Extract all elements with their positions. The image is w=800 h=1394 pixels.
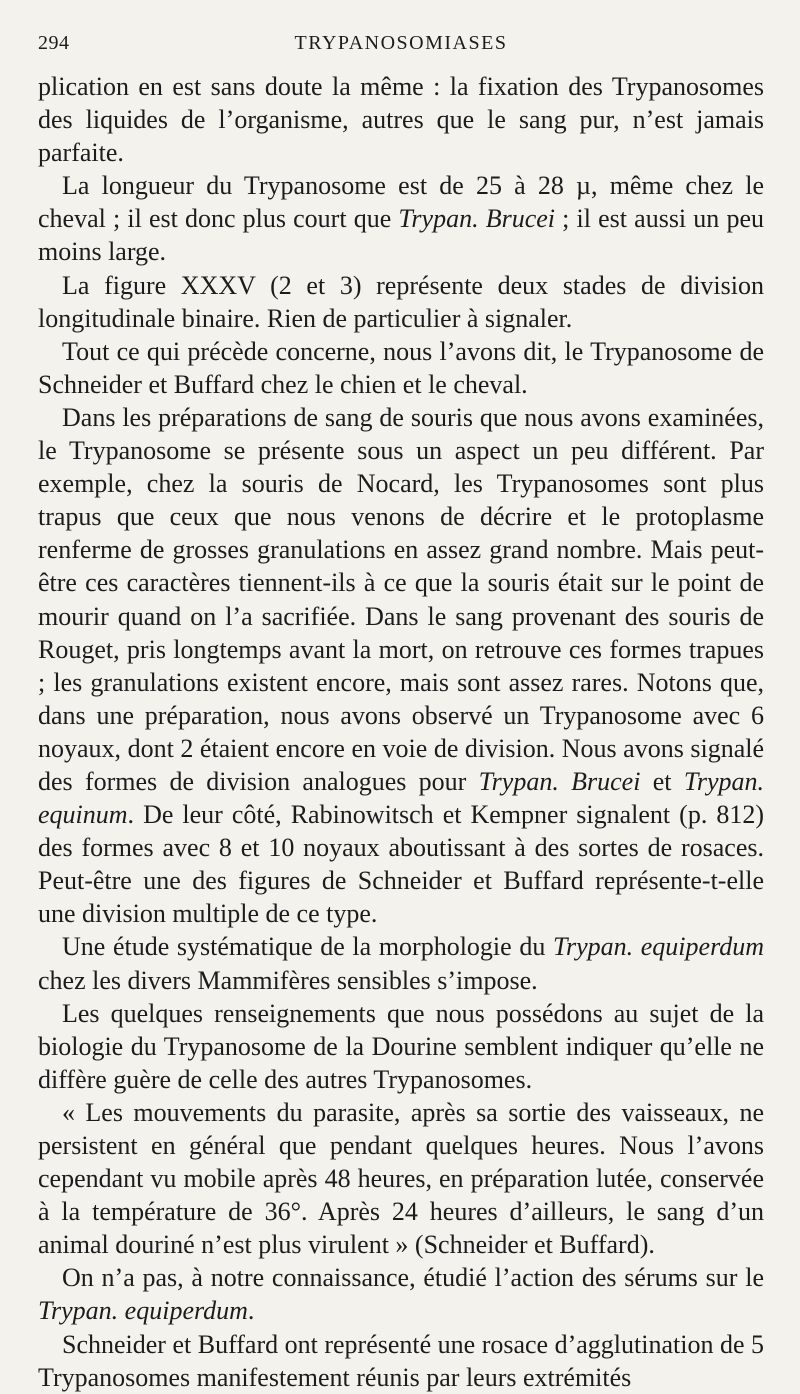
paragraph [38, 930, 764, 996]
text-run: Tout ce qui précède concerne, nous l’avons dit, le Trypanosome de Schneider et Buffard chez le chien et le cheval. [38, 336, 764, 399]
text-run: ; il est aussi un peu moins large. [38, 204, 764, 267]
text-run: . [247, 1296, 255, 1326]
italic-term: Trypan. equiperdum [552, 932, 764, 962]
text-run: . De leur côté, Rabinowitsch et Kempner signalent (p. 812) des formes avec 8 et 10 noyaux aboutissant à des sortes de rosaces. Peut-être une des figures de Schneider et Buffard représente-t-elle une division multiple de ce type. [38, 800, 764, 929]
paragraph [38, 1261, 764, 1327]
text-run: Schneider et Buffard ont représenté une rosace d’agglutination de 5 Trypanosomes manifestement réunis par leurs extrémités [38, 1329, 764, 1392]
paragraph [38, 169, 764, 268]
running-header [38, 32, 764, 62]
text-run: On n’a pas, à notre connaissance, étudié l’action des sérums sur le [62, 1263, 764, 1293]
text-run: chez les divers Mammifères sensibles s’impose. [38, 965, 538, 995]
paragraph [38, 1096, 764, 1261]
text-run: plication en est sans doute la même : la fixation des Trypanosomes des liquides de l’organisme, autres que le sang pur, n’est jamais parfaite. [38, 72, 764, 168]
text-run: Dans les préparations de sang de souris que nous avons examinées, le Trypanosome se présente sous un aspect un peu différent. Par exemple, chez la souris de Nocard, les Trypanosomes sont plus trapus que ceux que nous venons de décrire et le protoplasme renferme de grosses granulations en assez grand nombre. Mais peut-être ces caractères tiennent-ils à ce que la souris était sur le point de mourir quand on l’a sacrifiée. Dans le sang provenant des souris de Rouget, pris longtemps avant la mort, on retrouve ces formes trapues ; les granulations existent encore, mais sont assez rares. Notons que, dans une préparation, nous avons observé un Trypanosome avec 6 noyaux, dont 2 étaient encore en voie de division. Nous avons signalé des formes de division analogues pour [38, 402, 764, 796]
paragraph [38, 401, 764, 931]
body-text [38, 70, 764, 1394]
text-run: et [640, 766, 684, 796]
running-title: TRYPANOSOMIASES [294, 32, 508, 54]
paragraph [38, 335, 764, 401]
paragraph [38, 1328, 764, 1394]
paragraph [38, 997, 764, 1096]
paragraph [38, 70, 764, 169]
paragraph [38, 269, 764, 335]
italic-term: Trypan. Brucei [478, 766, 641, 796]
text-run: Les quelques renseignements que nous possédons au sujet de la biologie du Trypanosome de la Dourine semblent indiquer qu’elle ne diffère guère de celle des autres Trypanosomes. [38, 998, 764, 1094]
text-run: Une étude systématique de la morphologie du [62, 932, 553, 962]
italic-term: Trypan. equiperdum [38, 1296, 248, 1326]
page-number: 294 [38, 32, 70, 54]
italic-term: Trypan. Brucei [398, 204, 556, 234]
text-run: « Les mouvements du parasite, après sa sortie des vaisseaux, ne persistent en général que pendant quelques heures. Nous l’avons cependant vu mobile après 48 heures, en préparation lutée, conservée à la température de 36°. Après 24 heures d’ailleurs, le sang d’un animal douriné n’est plus virulent » (Schneider et Buffard). [38, 1097, 764, 1260]
text-run: La longueur du Trypanosome est de 25 à 28 µ, même chez le cheval ; il est donc plus court que [38, 171, 764, 234]
text-run: La figure XXXV (2 et 3) représente deux stades de division longitudinale binaire. Rien de particulier à signaler. [38, 270, 764, 333]
italic-term: Trypan. equinum [38, 766, 764, 830]
